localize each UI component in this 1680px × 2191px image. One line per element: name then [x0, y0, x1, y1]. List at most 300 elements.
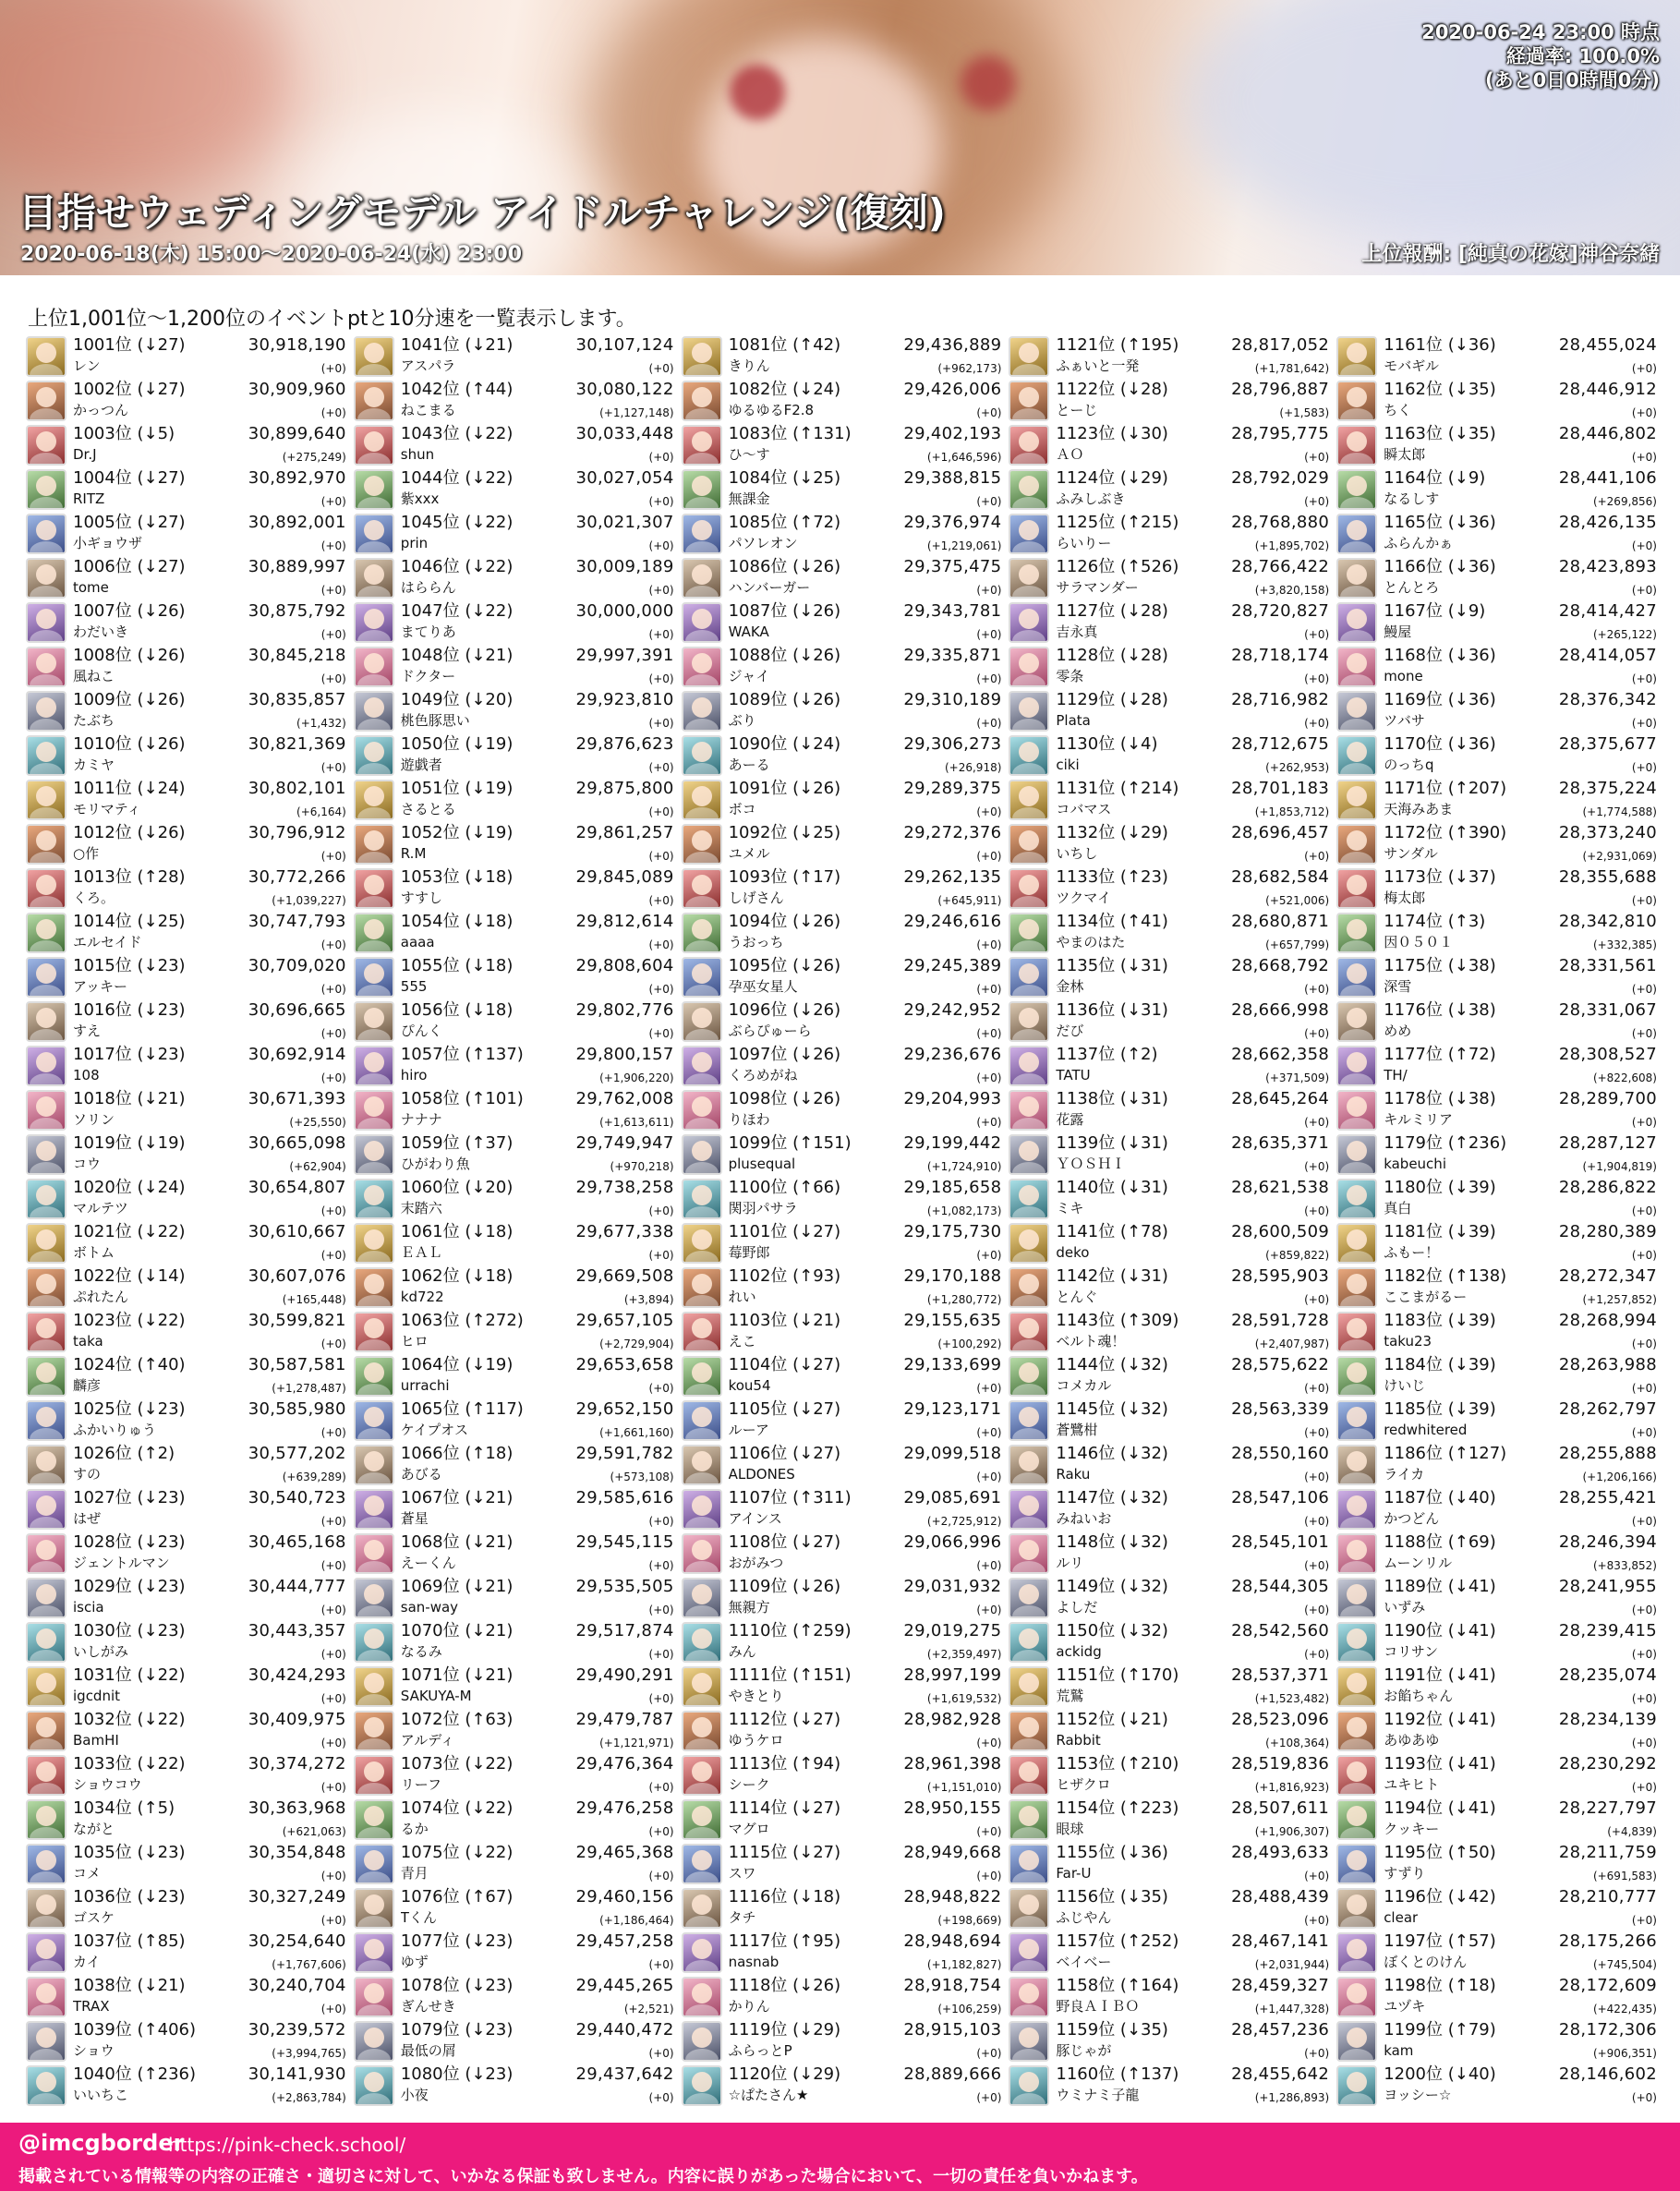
ranking-entry [354, 1221, 674, 1265]
ranking-entry [1336, 1177, 1657, 1221]
entry-info [1056, 1798, 1329, 1842]
idol-avatar [682, 1356, 722, 1397]
producer-name: TH/ [1384, 1066, 1408, 1083]
entry-info [1384, 335, 1657, 379]
rank-change: 1067位 (↓21) [400, 1487, 514, 1507]
ten-min-speed: (+0) [320, 1647, 346, 1661]
ranking-entry [26, 556, 346, 600]
event-points: 28,446,802 [1558, 423, 1657, 443]
idol-avatar [1009, 1445, 1049, 1485]
entry-info [401, 1178, 674, 1221]
event-points: 29,402,193 [903, 423, 1002, 443]
idol-avatar [354, 1799, 394, 1840]
rank-change: 1181位 (↓39) [1384, 1221, 1496, 1241]
producer-name: ボトム [73, 1243, 115, 1261]
ranking-entry [354, 999, 674, 1044]
producer-name: すえ [73, 1022, 102, 1039]
ten-min-speed: (+1,895,702) [1254, 539, 1330, 552]
idol-avatar [1336, 824, 1377, 865]
ten-min-speed: (+3,994,765) [272, 2046, 346, 2060]
entry-info [73, 468, 346, 512]
ten-min-speed: (+1,447,328) [1254, 2002, 1330, 2015]
rank-change: 1109位 (↓26) [728, 1576, 841, 1596]
producer-name: ゆず [400, 1953, 429, 1970]
producer-name: ALDONES [728, 1465, 795, 1483]
producer-name: 野良ＡＩＢＯ [1056, 1997, 1140, 2015]
rank-change: 1147位 (↓32) [1056, 1487, 1168, 1507]
producer-name: ソリン [73, 1110, 115, 1128]
ten-min-speed: (+0) [648, 583, 674, 597]
rank-change: 1031位 (↓22) [73, 1664, 186, 1685]
event-points: 28,175,266 [1558, 1931, 1657, 1951]
idol-avatar [354, 469, 394, 510]
ranking-entry [1009, 1177, 1329, 1221]
ten-min-speed: (+1,182,827) [926, 1957, 1002, 1971]
event-points: 28,680,871 [1231, 911, 1330, 931]
rank-change: 1041位 (↓21) [400, 334, 514, 355]
entry-info [1056, 557, 1329, 600]
rank-change: 1176位 (↓38) [1384, 999, 1496, 1020]
idol-avatar [682, 1888, 722, 1929]
entry-info [401, 1222, 674, 1265]
rank-change: 1172位 (↑390) [1384, 822, 1507, 842]
ranking-entry [1336, 1842, 1657, 1886]
ten-min-speed: (+0) [1631, 361, 1657, 375]
ten-min-speed: (+1,906,220) [599, 1071, 674, 1084]
ranking-entry [682, 467, 1002, 512]
producer-name: やきとり [728, 1687, 784, 1704]
ten-min-speed: (+0) [1304, 982, 1330, 996]
event-points: 28,795,775 [1231, 423, 1330, 443]
producer-name: たぶち [73, 711, 115, 729]
entry-info [729, 956, 1002, 999]
ranking-entry [1009, 1709, 1329, 1753]
rank-change: 1061位 (↓18) [400, 1221, 514, 1241]
rank-change: 1130位 (↓4) [1056, 733, 1158, 754]
entry-info [1056, 1976, 1329, 2019]
ranking-entry [1009, 423, 1329, 467]
ranking-entry [682, 1842, 1002, 1886]
ten-min-speed: (+0) [1631, 893, 1657, 907]
ranking-entry [26, 1709, 346, 1753]
rank-change: 1198位 (↑18) [1384, 1975, 1496, 1995]
ten-min-speed: (+1,082,173) [926, 1204, 1002, 1217]
ten-min-speed: (+0) [1304, 627, 1330, 641]
event-points: 30,354,848 [248, 1842, 346, 1862]
rank-change: 1194位 (↓41) [1384, 1798, 1496, 1818]
entry-info [729, 779, 1002, 822]
event-points: 30,540,723 [248, 1487, 346, 1507]
idol-avatar [1009, 1888, 1049, 1929]
rank-change: 1150位 (↓32) [1056, 1620, 1168, 1640]
rank-change: 1020位 (↓24) [73, 1177, 186, 1197]
event-points: 30,665,098 [248, 1132, 346, 1153]
producer-name: RITZ [73, 490, 105, 507]
event-points: 29,476,364 [575, 1753, 674, 1773]
event-points: 29,457,258 [575, 1931, 674, 1951]
event-points: 28,948,694 [903, 1931, 1002, 1951]
event-points: 28,682,584 [1231, 866, 1330, 887]
ranking-entry [1336, 467, 1657, 512]
event-points: 29,585,616 [575, 1487, 674, 1507]
ranking-entry [1336, 1931, 1657, 1975]
event-points: 29,460,156 [575, 1886, 674, 1907]
event-points: 30,821,369 [248, 733, 346, 754]
rank-change: 1155位 (↓36) [1056, 1842, 1168, 1862]
event-points: 28,146,602 [1558, 2064, 1657, 2084]
rank-change: 1015位 (↓23) [73, 955, 186, 975]
ranking-entry [1336, 822, 1657, 866]
producer-name: 麟彦 [73, 1376, 102, 1394]
entry-info [1384, 1577, 1657, 1620]
idol-avatar [682, 1267, 722, 1308]
idol-avatar [682, 1312, 722, 1352]
rank-change: 1138位 (↓31) [1056, 1088, 1168, 1108]
entry-info [1056, 2064, 1329, 2108]
producer-name: いちし [1056, 844, 1098, 862]
idol-avatar [1336, 469, 1377, 510]
idol-avatar [1336, 602, 1377, 643]
ten-min-speed: (+0) [1631, 539, 1657, 552]
producer-name: kabeuchi [1384, 1155, 1446, 1172]
producer-name: 風ねこ [73, 667, 115, 684]
ten-min-speed: (+521,006) [1265, 893, 1330, 907]
idol-avatar [26, 957, 66, 998]
rank-change: 1042位 (↑44) [400, 379, 514, 399]
event-points: 29,875,800 [575, 778, 674, 798]
producer-name: すの [73, 1465, 102, 1483]
rank-change: 1035位 (↓23) [73, 1842, 186, 1862]
event-points: 28,441,106 [1558, 467, 1657, 488]
entry-info [1056, 1045, 1329, 1088]
rank-change: 1077位 (↓23) [400, 1931, 514, 1951]
ten-min-speed: (+0) [976, 1603, 1002, 1616]
ten-min-speed: (+1,432) [296, 716, 346, 730]
idol-avatar [1009, 1179, 1049, 1219]
ranking-entry [1336, 645, 1657, 689]
producer-name: BamHI [73, 1731, 119, 1749]
idol-avatar [682, 336, 722, 377]
ten-min-speed: (+657,799) [1265, 938, 1330, 951]
producer-name: 無親方 [728, 1598, 770, 1616]
ten-min-speed: (+0) [976, 627, 1002, 641]
event-points: 30,918,190 [248, 334, 346, 355]
ranking-entry [682, 1531, 1002, 1576]
entry-info [73, 1621, 346, 1664]
rank-change: 1011位 (↓24) [73, 778, 186, 798]
entry-info [1384, 823, 1657, 866]
event-points: 28,523,096 [1231, 1709, 1330, 1729]
disclaimer: 掲載されている情報等の内容の正確さ・適切さに対して、いかなる保証も致しません。内容に誤りがあった場合において、一切の責任を負いかねます。 [18, 2167, 1148, 2186]
ten-min-speed: (+0) [320, 1204, 346, 1217]
producer-name: ぴんく [400, 1022, 442, 1039]
entry-info [73, 646, 346, 689]
event-points: 28,635,371 [1231, 1132, 1330, 1153]
ten-min-speed: (+0) [320, 1514, 346, 1528]
rank-change: 1069位 (↓21) [400, 1576, 514, 1596]
ten-min-speed: (+0) [976, 494, 1002, 508]
entry-info [401, 601, 674, 645]
entry-info [1384, 1045, 1657, 1088]
entry-info [729, 1311, 1002, 1354]
idol-avatar [26, 2065, 66, 2106]
rank-change: 1136位 (↓31) [1056, 999, 1168, 1020]
entry-info [73, 1754, 346, 1798]
ten-min-speed: (+0) [1304, 2046, 1330, 2060]
entry-info [729, 1577, 1002, 1620]
rank-change: 1025位 (↓23) [73, 1398, 186, 1419]
ranking-entry [682, 512, 1002, 556]
ten-min-speed: (+0) [1631, 1514, 1657, 1528]
producer-name: 孕巫女星人 [728, 977, 798, 995]
event-points: 29,123,171 [903, 1398, 1002, 1419]
idol-avatar [354, 1090, 394, 1131]
rank-change: 1125位 (↑215) [1056, 512, 1179, 532]
ranking-entry [354, 2064, 674, 2108]
ranking-entry [1336, 1487, 1657, 1531]
event-points: 28,308,527 [1558, 1044, 1657, 1064]
rank-change: 1008位 (↓26) [73, 645, 186, 665]
entry-info [73, 1577, 346, 1620]
ranking-entry [354, 556, 674, 600]
ranking-entry [682, 1221, 1002, 1265]
producer-name: いしがみ [73, 1642, 129, 1660]
entry-info [73, 513, 346, 556]
idol-avatar [1336, 647, 1377, 687]
entry-info [729, 1399, 1002, 1443]
event-points: 28,172,609 [1558, 1975, 1657, 1995]
event-points: 29,762,008 [575, 1088, 674, 1108]
producer-name: シーク [728, 1775, 770, 1793]
ranking-entry [1336, 1310, 1657, 1354]
producer-name: ジャイ [728, 667, 770, 684]
ten-min-speed: (+0) [320, 494, 346, 508]
ten-min-speed: (+332,385) [1592, 938, 1657, 951]
ten-min-speed: (+0) [320, 982, 346, 996]
idol-avatar [1336, 558, 1377, 599]
producer-name: ここまがるー [1384, 1288, 1468, 1305]
rank-change: 1137位 (↑2) [1056, 1044, 1158, 1064]
event-points: 29,669,508 [575, 1265, 674, 1286]
rank-change: 1165位 (↓36) [1384, 512, 1496, 532]
producer-name: ひがわり魚 [400, 1155, 470, 1172]
ten-min-speed: (+0) [648, 1248, 674, 1262]
ten-min-speed: (+0) [320, 1780, 346, 1794]
idol-avatar [1009, 602, 1049, 643]
event-points: 29,677,338 [575, 1221, 674, 1241]
ranking-entry [26, 467, 346, 512]
ten-min-speed: (+0) [648, 361, 674, 375]
ten-min-speed: (+0) [976, 849, 1002, 863]
idol-avatar [26, 2021, 66, 2062]
rank-change: 1089位 (↓26) [728, 689, 841, 709]
idol-avatar [682, 469, 722, 510]
idol-avatar [354, 1312, 394, 1352]
event-points: 28,544,305 [1231, 1576, 1330, 1596]
entry-info [73, 1399, 346, 1443]
producer-name: WAKA [728, 623, 769, 640]
event-points: 28,766,422 [1231, 556, 1330, 576]
ten-min-speed: (+165,448) [282, 1292, 346, 1306]
event-points: 28,355,688 [1558, 866, 1657, 887]
ten-min-speed: (+198,669) [937, 1913, 1002, 1927]
producer-name: ふかいりゅう [73, 1421, 157, 1438]
entry-info [401, 1488, 674, 1531]
event-points: 28,768,880 [1231, 512, 1330, 532]
producer-name: すずり [1384, 1864, 1426, 1882]
entry-info [401, 1887, 674, 1931]
event-points: 30,607,076 [248, 1265, 346, 1286]
ten-min-speed: (+0) [976, 1824, 1002, 1838]
rank-change: 1092位 (↓25) [728, 822, 841, 842]
event-points: 28,455,642 [1231, 2064, 1330, 2084]
idol-avatar [1009, 913, 1049, 953]
entry-info [1384, 1532, 1657, 1576]
entry-info [1384, 1665, 1657, 1709]
ten-min-speed: (+0) [320, 1603, 346, 1616]
producer-name: 紫xxx [400, 490, 440, 507]
twitter-handle[interactable]: @imcgborder [18, 2130, 185, 2156]
producer-name: ふもー！ [1384, 1243, 1440, 1261]
ten-min-speed: (+0) [1631, 1913, 1657, 1927]
producer-name: 眼球 [1056, 1820, 1084, 1837]
idol-avatar [1336, 780, 1377, 820]
entry-info [401, 823, 674, 866]
rank-change: 1199位 (↑79) [1384, 2019, 1496, 2040]
producer-name: 花露 [1056, 1110, 1084, 1128]
idol-avatar [1009, 2021, 1049, 2062]
ten-min-speed: (+0) [1631, 1691, 1657, 1705]
event-points: 28,563,339 [1231, 1398, 1330, 1419]
producer-name: ベルト魂！ [1056, 1332, 1126, 1350]
idol-avatar [26, 913, 66, 953]
rank-change: 1177位 (↑72) [1384, 1044, 1496, 1064]
rank-change: 1098位 (↓26) [728, 1088, 841, 1108]
rank-change: 1111位 (↑151) [728, 1664, 852, 1685]
rank-change: 1161位 (↓36) [1384, 334, 1496, 355]
rank-change: 1034位 (↑5) [73, 1798, 175, 1818]
producer-name: 関羽パサラ [728, 1199, 798, 1217]
idol-avatar [26, 1312, 66, 1352]
ranking-entry [1009, 1842, 1329, 1886]
ten-min-speed: (+0) [320, 938, 346, 951]
ranking-entry [682, 1443, 1002, 1487]
ten-min-speed: (+0) [648, 849, 674, 863]
event-points: 28,545,101 [1231, 1531, 1330, 1552]
ten-min-speed: (+0) [320, 1869, 346, 1882]
idol-avatar [1009, 1755, 1049, 1796]
producer-name: アッキー [73, 977, 127, 995]
ranking-entry [682, 1265, 1002, 1310]
rank-change: 1030位 (↓23) [73, 1620, 186, 1640]
ranking-entry [1009, 334, 1329, 379]
ten-min-speed: (+0) [1631, 1780, 1657, 1794]
ranking-entry [354, 1531, 674, 1576]
idol-avatar [26, 1223, 66, 1264]
rank-change: 1075位 (↓22) [400, 1842, 514, 1862]
ten-min-speed: (+0) [1304, 1913, 1330, 1927]
producer-name: ジェントルマン [73, 1554, 170, 1571]
rank-change: 1159位 (↓35) [1056, 2019, 1168, 2040]
event-points: 30,239,572 [248, 2019, 346, 2040]
event-points: 29,376,974 [903, 512, 1002, 532]
ranking-entry [354, 1975, 674, 2019]
ranking-entry [26, 1531, 346, 1576]
ranking-entry [354, 334, 674, 379]
producer-name: ボコ [728, 800, 756, 817]
idol-avatar [682, 514, 722, 554]
ten-min-speed: (+1,278,487) [272, 1381, 346, 1395]
rank-change: 1082位 (↓24) [728, 379, 841, 399]
rank-change: 1190位 (↓41) [1384, 1620, 1496, 1640]
event-points: 30,424,293 [248, 1664, 346, 1685]
idol-avatar [682, 868, 722, 909]
event-period: 2020-06-18(木) 15:00〜2020-06-24(水) 23:00 [20, 243, 523, 266]
producer-name: さるとる [400, 800, 456, 817]
ranking-entry [354, 1398, 674, 1443]
entry-info [729, 468, 1002, 512]
ten-min-speed: (+962,173) [937, 361, 1002, 375]
ranking-column [26, 334, 346, 2110]
rank-change: 1175位 (↓38) [1384, 955, 1496, 975]
entry-info [1384, 1754, 1657, 1798]
ten-min-speed: (+0) [976, 1115, 1002, 1129]
idol-avatar [682, 1666, 722, 1707]
event-points: 28,701,183 [1231, 778, 1330, 798]
idol-avatar [682, 1445, 722, 1485]
ranking-entry [682, 1620, 1002, 1664]
idol-avatar [1009, 1312, 1049, 1352]
rank-change: 1056位 (↓18) [400, 999, 514, 1020]
idol-avatar [26, 1134, 66, 1175]
rank-change: 1044位 (↓22) [400, 467, 514, 488]
producer-name: kou54 [728, 1376, 771, 1394]
ten-min-speed: (+906,351) [1592, 2046, 1657, 2060]
event-points: 28,246,394 [1558, 1531, 1657, 1552]
idol-avatar [1336, 1844, 1377, 1884]
ranking-column [1336, 334, 1657, 2110]
site-url[interactable]: https://pink-check.school/ [168, 2134, 406, 2156]
event-points: 28,547,106 [1231, 1487, 1330, 1507]
rank-change: 1187位 (↓40) [1384, 1487, 1496, 1507]
idol-avatar [1336, 1622, 1377, 1663]
producer-name: ミキ [1056, 1199, 1084, 1217]
event-points: 28,287,127 [1558, 1132, 1657, 1153]
ten-min-speed: (+0) [648, 716, 674, 730]
ten-min-speed: (+0) [320, 539, 346, 552]
ranking-entry [682, 423, 1002, 467]
producer-name: 梅太郎 [1384, 889, 1426, 906]
rank-change: 1154位 (↑223) [1056, 1798, 1179, 1818]
ten-min-speed: (+0) [976, 1026, 1002, 1040]
event-points: 30,465,168 [248, 1531, 346, 1552]
event-points: 28,255,421 [1558, 1487, 1657, 1507]
ranking-entry [1336, 1088, 1657, 1132]
ten-min-speed: (+0) [648, 627, 674, 641]
entry-info [729, 912, 1002, 955]
event-points: 30,141,930 [248, 2064, 346, 2084]
ranking-entry [354, 778, 674, 822]
ranking-entry [354, 1088, 674, 1132]
producer-name: ぶり [728, 711, 756, 729]
rank-change: 1068位 (↓21) [400, 1531, 514, 1552]
idol-avatar [1009, 647, 1049, 687]
event-points: 28,542,560 [1231, 1620, 1330, 1640]
producer-name: ○作 [73, 844, 100, 862]
producer-name: Dr.J [73, 445, 97, 463]
entry-info [729, 2064, 1002, 2108]
ten-min-speed: (+0) [320, 1337, 346, 1350]
